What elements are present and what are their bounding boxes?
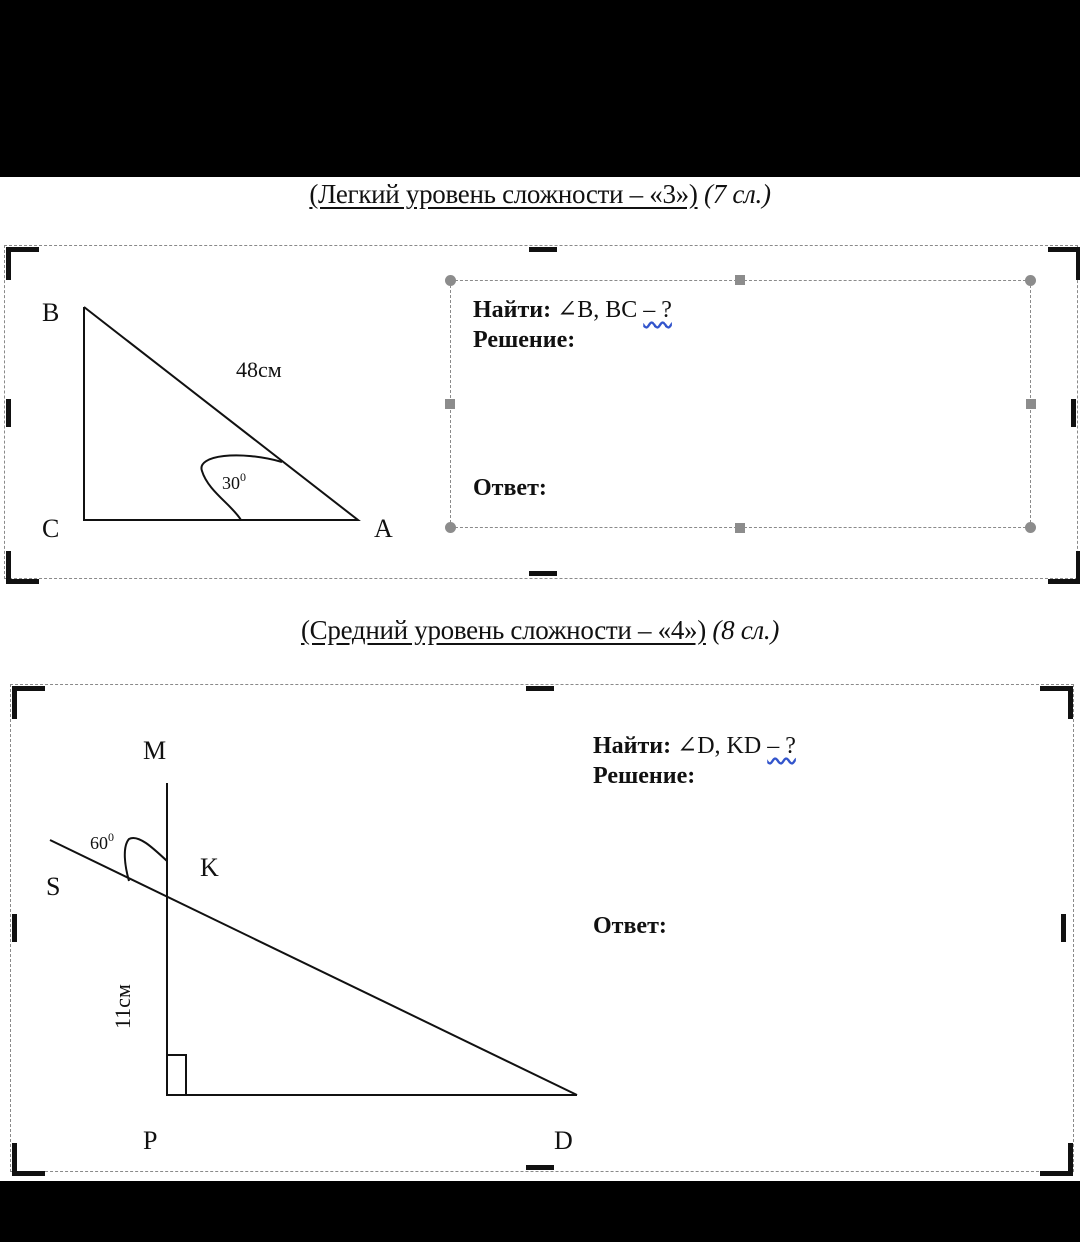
crop-handle-bottom-right-2[interactable] (1040, 1143, 1073, 1176)
task1-find-label: Найти: (473, 297, 552, 323)
task2-heading-note: (8 сл.) (712, 615, 780, 645)
task1-answer-label: Ответ: (473, 475, 547, 501)
task1-find-value: ∠B, BC (557, 297, 638, 323)
crop-handle-top-right-2[interactable] (1040, 686, 1073, 719)
label-point-d: D (554, 1126, 573, 1155)
label-point-k: K (200, 853, 219, 882)
task1-find-tail: – ? (643, 297, 672, 323)
task2-find-value: ∠D, KD (677, 733, 762, 759)
label-angle-30: $30^0$ (222, 470, 246, 493)
task1-heading-note: (7 сл.) (704, 179, 771, 209)
text-box-handle-top-right[interactable] (1025, 275, 1036, 286)
label-vertex-b: B (42, 298, 60, 327)
text-box-handle-right[interactable] (1026, 399, 1036, 409)
right-angle-marker (167, 1055, 186, 1095)
label-hypotenuse-length: 48см (236, 357, 282, 382)
label-vertex-a: A (374, 514, 393, 543)
task1-heading-main: (Легкий уровень сложности – «3») (309, 179, 698, 209)
crop-handle-bottom-right[interactable] (1048, 551, 1080, 584)
task2-triangle-figure (0, 177, 600, 1177)
angle-arc-60 (125, 838, 167, 881)
text-box-handle-top[interactable] (735, 275, 745, 285)
crop-handle-right-2[interactable] (1061, 914, 1066, 942)
document-page (0, 177, 1080, 1181)
crop-handle-right[interactable] (1071, 399, 1076, 427)
task2-find-label: Найти: (593, 733, 672, 759)
label-point-s: S (46, 872, 61, 901)
label-point-p: P (143, 1126, 158, 1155)
crop-handle-top-right[interactable] (1048, 247, 1080, 280)
task2-find-line (593, 731, 796, 761)
label-side-length: 11см (110, 984, 135, 1029)
text-box-handle-bottom-right[interactable] (1025, 522, 1036, 533)
task2-heading-main: (Средний уровень сложности – «4») (300, 615, 706, 645)
task1-solution-label: Решение: (473, 327, 576, 353)
label-angle-60: $60^0$ (90, 830, 114, 853)
label-vertex-c: C (42, 514, 60, 543)
text-box-handle-bottom[interactable] (735, 523, 745, 533)
label-point-m: M (143, 736, 167, 765)
task2-answer-label: Ответ: (593, 913, 667, 939)
task2-solution-label: Решение: (593, 763, 696, 789)
task2-find-tail: – ? (767, 733, 796, 759)
